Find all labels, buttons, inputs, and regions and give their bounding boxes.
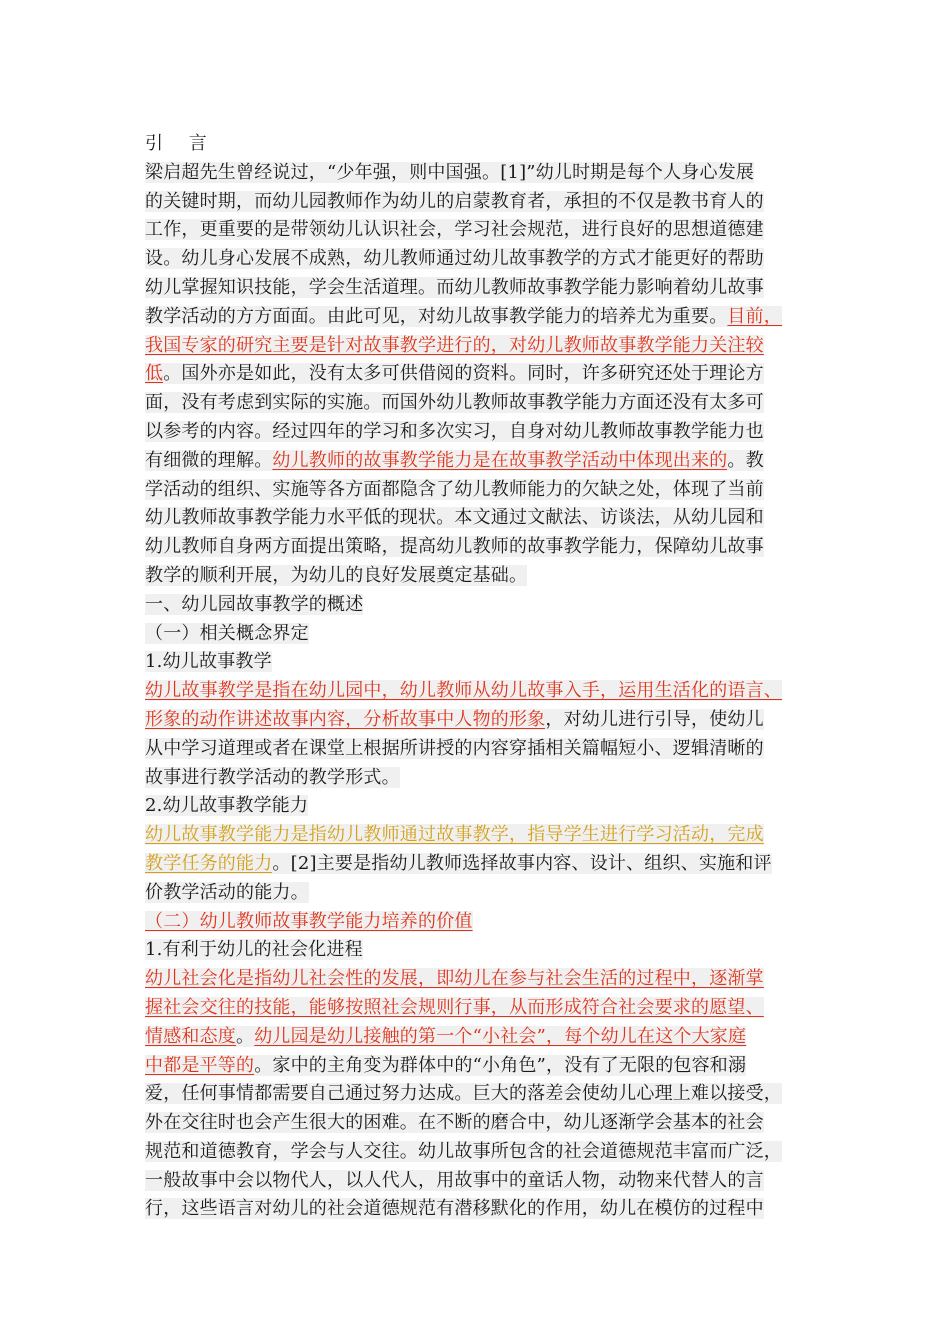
text-line xyxy=(145,274,825,303)
text-line xyxy=(145,188,825,217)
highlighted-text: 形象的动作讲述故事内容，分析故事中人物的形象 xyxy=(145,708,546,730)
text-line xyxy=(145,245,825,274)
highlighted-text: 中都是平等的 xyxy=(145,1054,255,1076)
text-line xyxy=(145,360,825,389)
body-text: 。[2]主要是指幼儿教师选择故事内容、设计、组织、实施和评 xyxy=(272,852,772,874)
body-text: 教学活动的方方面面。由此可见，对幼儿故事教学能力的培养尤为重要。 xyxy=(145,305,728,327)
body-text: 幼儿掌握知识技能，学会生活道理。而幼儿教师故事教学能力影响着幼儿故事 xyxy=(145,276,764,298)
body-text: 以参考的内容。经过四年的学习和多次实习，自身对幼儿教师故事教学能力也 xyxy=(145,420,764,442)
body-text: 2.幼儿故事教学能力 xyxy=(145,795,309,817)
text-line xyxy=(145,1167,825,1196)
body-text: 的关键时期，而幼儿园教师作为幼儿的启蒙教育者，承担的不仅是教书育人的 xyxy=(145,190,764,212)
body-text: 引 言 xyxy=(145,133,217,154)
text-line xyxy=(145,648,825,677)
body-text: 。 xyxy=(236,1025,255,1047)
text-line xyxy=(145,764,825,793)
body-text: 。国外亦是如此，没有太多可供借阅的资料。同时，许多研究还处于理论方 xyxy=(163,363,764,385)
body-text: 1.有利于幼儿的社会化进程 xyxy=(145,939,363,961)
body-text: 1.幼儿故事教学 xyxy=(145,651,272,673)
text-line xyxy=(145,533,825,562)
text-line xyxy=(145,562,825,591)
text-line xyxy=(145,332,825,361)
body-text: 有细微的理解。 xyxy=(145,449,273,471)
highlighted-text: 低 xyxy=(145,363,164,385)
text-line xyxy=(145,735,825,764)
body-text: ，对幼儿进行引导，使幼儿 xyxy=(545,708,764,730)
text-line xyxy=(145,821,825,850)
body-text: 教学的顺利开展，为幼儿的良好发展奠定基础。 xyxy=(145,564,528,586)
body-text: 规范和道德教育，学会与人交往。幼儿故事所包含的社会道德规范丰富而广泛， xyxy=(145,1140,782,1162)
text-line xyxy=(145,591,825,620)
body-text: 幼儿教师故事教学能力水平低的现状。本文通过文献法、访谈法，从幼儿园和 xyxy=(145,507,764,529)
body-text: 行，这些语言对幼儿的社会道德规范有潜移默化的作用，幼儿在模仿的过程中 xyxy=(145,1198,764,1220)
text-line xyxy=(145,994,825,1023)
body-text: 一般故事中会以物代人，以人代人，用故事中的童话人物，动物来代替人的言 xyxy=(145,1169,764,1191)
body-text: 一、幼儿园故事教学的概述 xyxy=(145,593,364,615)
highlighted-text: 握社会交往的技能，能够按照社会规则行事，从而形成符合社会要求的愿望、 xyxy=(145,996,764,1018)
text-line xyxy=(145,1138,825,1167)
text-line xyxy=(145,504,825,533)
text-line xyxy=(145,1109,825,1138)
text-line xyxy=(145,303,825,332)
body-text: 。教 xyxy=(727,449,764,471)
text-line xyxy=(145,447,825,476)
highlighted-text: 情感和态度 xyxy=(145,1025,236,1047)
text-line xyxy=(145,620,825,649)
text-line xyxy=(145,1052,825,1081)
highlighted-text: 幼儿社会化是指幼儿社会性的发展，即幼儿在参与社会生活的过程中，逐渐掌 xyxy=(145,968,764,990)
highlighted-text: 幼儿故事教学能力是指幼儿教师通过故事教学，指导学生进行学习活动，完成 xyxy=(145,824,764,846)
body-text: 爱，任何事情都需要自己通过努力达成。巨大的落差会使幼儿心理上难以接受， xyxy=(145,1083,782,1105)
text-line xyxy=(145,706,825,735)
text-line xyxy=(145,216,825,245)
text-line xyxy=(145,850,825,879)
text-line xyxy=(145,879,825,908)
body-text: 梁启超先生曾经说过，“少年强，则中国强。[1]”幼儿时期是每个人身心发展 xyxy=(145,161,755,183)
body-text: 学活动的组织、实施等各方面都隐含了幼儿教师能力的欠缺之处，体现了当前 xyxy=(145,478,764,500)
text-line xyxy=(145,418,825,447)
text-line xyxy=(145,476,825,505)
highlighted-text: 我国专家的研究主要是针对故事教学进行的，对幼儿教师故事教学能力关注较 xyxy=(145,334,764,356)
text-line xyxy=(145,159,825,188)
highlighted-text: 教学任务的能力 xyxy=(145,852,273,874)
text-line xyxy=(145,1195,825,1224)
body-text: 从中学习道理或者在课堂上根据所讲授的内容穿插相关篇幅短小、逻辑清晰的 xyxy=(145,737,764,759)
text-line xyxy=(145,965,825,994)
text-line xyxy=(145,792,825,821)
text-line xyxy=(145,677,825,706)
text-line xyxy=(145,389,825,418)
body-text: 工作，更重要的是带领幼儿认识社会，学习社会规范，进行良好的思想道德建 xyxy=(145,219,764,241)
body-text: 故事进行教学活动的教学形式。 xyxy=(145,766,400,788)
body-text: 外在交往时也会产生很大的困难。在不断的磨合中，幼儿逐渐学会基本的社会 xyxy=(145,1112,764,1134)
body-text: 幼儿教师自身两方面提出策略，提高幼儿教师的故事教学能力，保障幼儿故事 xyxy=(145,536,764,558)
body-text: 设。幼儿身心发展不成熟，幼儿教师通过幼儿故事教学的方式才能更好的帮助 xyxy=(145,248,764,270)
text-line xyxy=(145,936,825,965)
text-line xyxy=(145,908,825,937)
highlighted-text: 幼儿教师的故事教学能力是在故事教学活动中体现出来的 xyxy=(272,449,728,471)
body-text: 价教学活动的能力。 xyxy=(145,881,309,903)
body-text: （一）相关概念界定 xyxy=(145,622,309,644)
text-line xyxy=(145,1023,825,1052)
text-line xyxy=(145,1080,825,1109)
highlighted-text: 幼儿园是幼儿接触的第一个“小社会”，每个幼儿在这个大家庭 xyxy=(254,1025,747,1047)
highlighted-text: 幼儿故事教学是指在幼儿园中，幼儿教师从幼儿故事入手，运用生活化的语言、 xyxy=(145,680,782,702)
highlighted-text: （二）幼儿教师故事教学能力培养的价值 xyxy=(145,910,473,932)
document-body xyxy=(145,130,825,1224)
body-text: 面，没有考虑到实际的实施。而国外幼儿教师故事教学能力方面还没有太多可 xyxy=(145,392,764,414)
section-title xyxy=(145,130,825,159)
body-text: 。家中的主角变为群体中的“小角色”，没有了无限的包容和溺 xyxy=(254,1054,747,1076)
highlighted-text: 目前， xyxy=(727,305,783,327)
